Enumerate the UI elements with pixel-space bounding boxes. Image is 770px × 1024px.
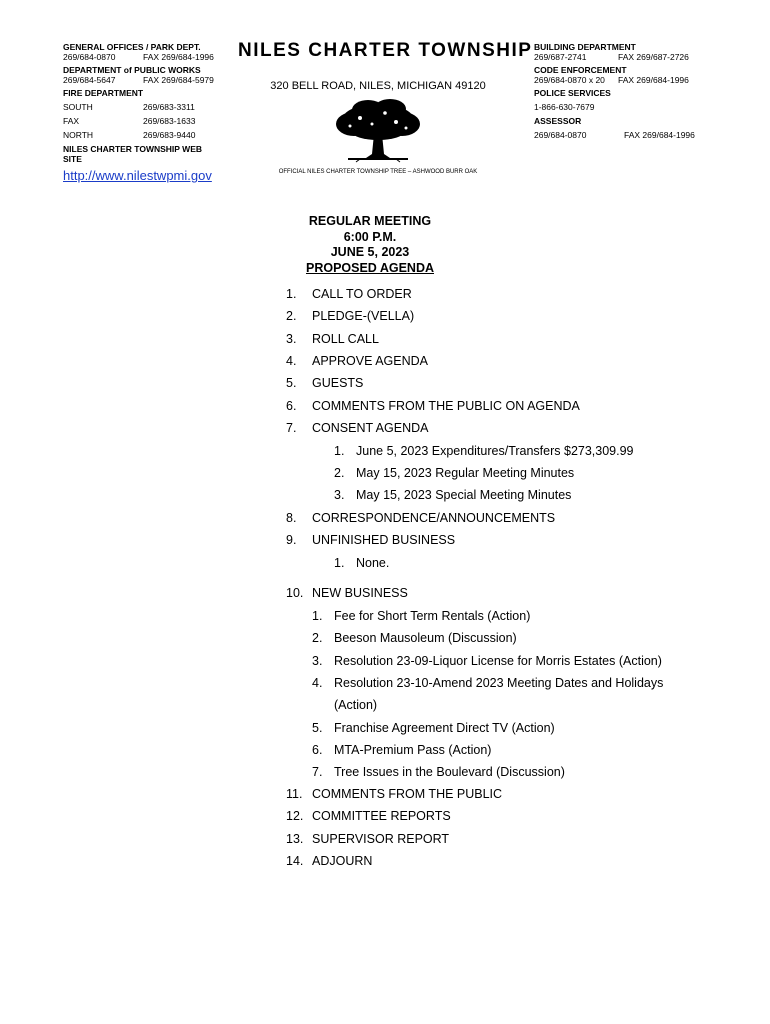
sub-number: 1. (334, 556, 345, 570)
item-text: COMMITTEE REPORTS (312, 809, 451, 823)
fire-row-south (63, 102, 233, 112)
sub-text: June 5, 2023 Expenditures/Transfers $273,309.99 (356, 444, 634, 458)
sub-number: 2. (334, 466, 345, 480)
item-number: 6. (286, 399, 297, 413)
sub-text: Fee for Short Term Rentals (Action) (334, 609, 531, 623)
building-label: BUILDING DEPARTMENT (534, 42, 636, 52)
item-number: 11. (286, 787, 303, 801)
website-link[interactable]: http://www.nilestwpmi.gov (63, 168, 212, 183)
code-enforcement-fax: FAX 269/684-1996 (618, 75, 689, 85)
code-enforcement-phone: 269/684-0870 x 20 (534, 75, 605, 85)
sub-text: Franchise Agreement Direct TV (Action) (334, 721, 555, 735)
police-label: POLICE SERVICES (534, 88, 611, 98)
item-text: CALL TO ORDER (312, 287, 412, 301)
township-title: NILES CHARTER TOWNSHIP (238, 40, 533, 61)
general-offices-fax: FAX 269/684-1996 (143, 52, 214, 62)
fire-department-label: FIRE DEPARTMENT (63, 88, 144, 98)
agenda-item (286, 376, 363, 390)
meeting-date: JUNE 5, 2023 (330, 245, 410, 259)
oak-tree-icon (330, 98, 426, 164)
fire-row-phone: 269/683-3311 (143, 102, 195, 112)
new-business-item (312, 676, 663, 690)
agenda-item (286, 511, 555, 525)
item-number: 10. (286, 586, 304, 600)
item-text: SUPERVISOR REPORT (312, 832, 450, 846)
item-number: 3. (286, 332, 297, 346)
sub-number: 4. (312, 676, 323, 690)
consent-item (334, 444, 634, 458)
item-number: 4. (286, 354, 297, 368)
item-text: CONSENT AGENDA (312, 421, 429, 435)
code-enforcement-label: CODE ENFORCEMENT (534, 65, 627, 75)
fire-row-fax (63, 116, 233, 126)
fire-row-phone: 269/683-1633 (143, 116, 196, 126)
sub-text: MTA-Premium Pass (Action) (334, 743, 492, 757)
agenda-item (286, 854, 372, 868)
sub-text: Resolution 23-10-Amend 2023 Meeting Dates and Holidays (334, 676, 664, 690)
sub-text: May 15, 2023 Special Meeting Minutes (356, 488, 572, 502)
sub-number: 2. (312, 631, 323, 645)
township-address: 320 BELL ROAD, NILES, MICHIGAN 49120 (270, 80, 486, 92)
public-works-label: DEPARTMENT of PUBLIC WORKS (63, 65, 201, 75)
general-offices-row (63, 52, 233, 62)
sub-number: 7. (312, 765, 323, 779)
sub-text: Resolution 23-09-Liquor License for Morris Estates (Action) (334, 654, 662, 668)
fire-row-north (63, 130, 233, 140)
new-business-item (312, 631, 517, 645)
item-number: 14. (286, 854, 304, 868)
public-works-phone: 269/684-5647 (63, 75, 116, 85)
sub-number: 1. (312, 609, 323, 623)
sub-number: 6. (312, 743, 323, 757)
police-phone: 1-866-630-7679 (534, 102, 595, 112)
new-business-item (312, 743, 491, 757)
public-works-row (63, 75, 233, 85)
new-business-item (312, 609, 530, 623)
agenda-item (286, 399, 580, 413)
assessor-phone: 269/684-0870 (534, 130, 587, 140)
item-text: COMMENTS FROM THE PUBLIC ON AGENDA (312, 399, 580, 413)
item-number: 8. (286, 511, 297, 525)
item-number: 2. (286, 309, 297, 323)
sub-text: None. (356, 556, 390, 570)
township-header (238, 40, 533, 164)
unfinished-item (334, 556, 389, 570)
agenda-item (286, 309, 414, 323)
fire-row-name: FAX (63, 116, 80, 126)
building-phone: 269/687-2741 (534, 52, 587, 62)
sub-text: May 15, 2023 Regular Meeting Minutes (356, 466, 575, 480)
item-text: NEW BUSINESS (312, 586, 408, 600)
building-fax: FAX 269/687-2726 (618, 52, 689, 62)
agenda-title: PROPOSED AGENDA (305, 260, 435, 275)
item-text: GUESTS (312, 376, 364, 390)
new-business-item-continued (312, 698, 377, 712)
item-text: UNFINISHED BUSINESS (312, 533, 456, 547)
new-business-item (312, 654, 662, 668)
item-text: ADJOURN (312, 854, 373, 868)
public-works-fax: FAX 269/684-5979 (143, 75, 214, 85)
sub-number: 1. (334, 444, 345, 458)
agenda-item (286, 332, 379, 346)
agenda-item (286, 809, 451, 823)
item-text: CORRESPONDENCE/ANNOUNCEMENTS (312, 511, 556, 525)
agenda-item (286, 832, 449, 846)
item-number: 1. (286, 287, 297, 301)
left-contact-block (63, 42, 233, 184)
item-number: 13. (286, 832, 304, 846)
general-offices-label: GENERAL OFFICES / PARK DEPT. (63, 42, 201, 52)
website-label: NILES CHARTER TOWNSHIP WEB SITE (63, 144, 202, 164)
general-offices-phone: 269/684-0870 (63, 52, 116, 62)
new-business-item (312, 721, 555, 735)
item-text: PLEDGE-(VELLA) (312, 309, 415, 323)
item-number: 9. (286, 533, 297, 547)
item-number: 7. (286, 421, 297, 435)
agenda-item (286, 354, 428, 368)
agenda-item (286, 533, 455, 547)
code-enforcement-row (534, 75, 734, 85)
agenda-item (286, 421, 428, 435)
fire-row-name: NORTH (63, 130, 94, 140)
right-contact-block (534, 42, 734, 140)
assessor-label: ASSESSOR (534, 116, 582, 126)
item-text: ROLL CALL (312, 332, 379, 346)
consent-item (334, 488, 571, 502)
assessor-fax: FAX 269/684-1996 (624, 130, 695, 140)
sub-number: 3. (334, 488, 345, 502)
item-text: COMMENTS FROM THE PUBLIC (312, 787, 503, 801)
agenda-item (286, 586, 408, 600)
sub-number: 3. (312, 654, 323, 668)
item-text: APPROVE AGENDA (312, 354, 429, 368)
agenda-item (286, 287, 412, 301)
agenda-item (286, 787, 502, 801)
building-row (534, 52, 734, 62)
meeting-time: 6:00 P.M. (343, 229, 397, 244)
assessor-row (534, 130, 734, 140)
new-business-item (312, 765, 565, 779)
item-number: 5. (286, 376, 297, 390)
item-number: 12. (286, 809, 304, 823)
meeting-heading (270, 214, 470, 276)
sub-text: Tree Issues in the Boulevard (Discussion) (334, 765, 565, 779)
sub-text: Beeson Mausoleum (Discussion) (334, 631, 517, 645)
sub-text: (Action) (334, 698, 378, 712)
tree-caption: OFFICIAL NILES CHARTER TOWNSHIP TREE – ASHWOOD BURR OAK (278, 169, 478, 175)
meeting-type: REGULAR MEETING (308, 214, 432, 228)
fire-row-name: SOUTH (63, 102, 93, 112)
sub-number: 5. (312, 721, 323, 735)
fire-row-phone: 269/683-9440 (143, 130, 196, 140)
consent-item (334, 466, 574, 480)
